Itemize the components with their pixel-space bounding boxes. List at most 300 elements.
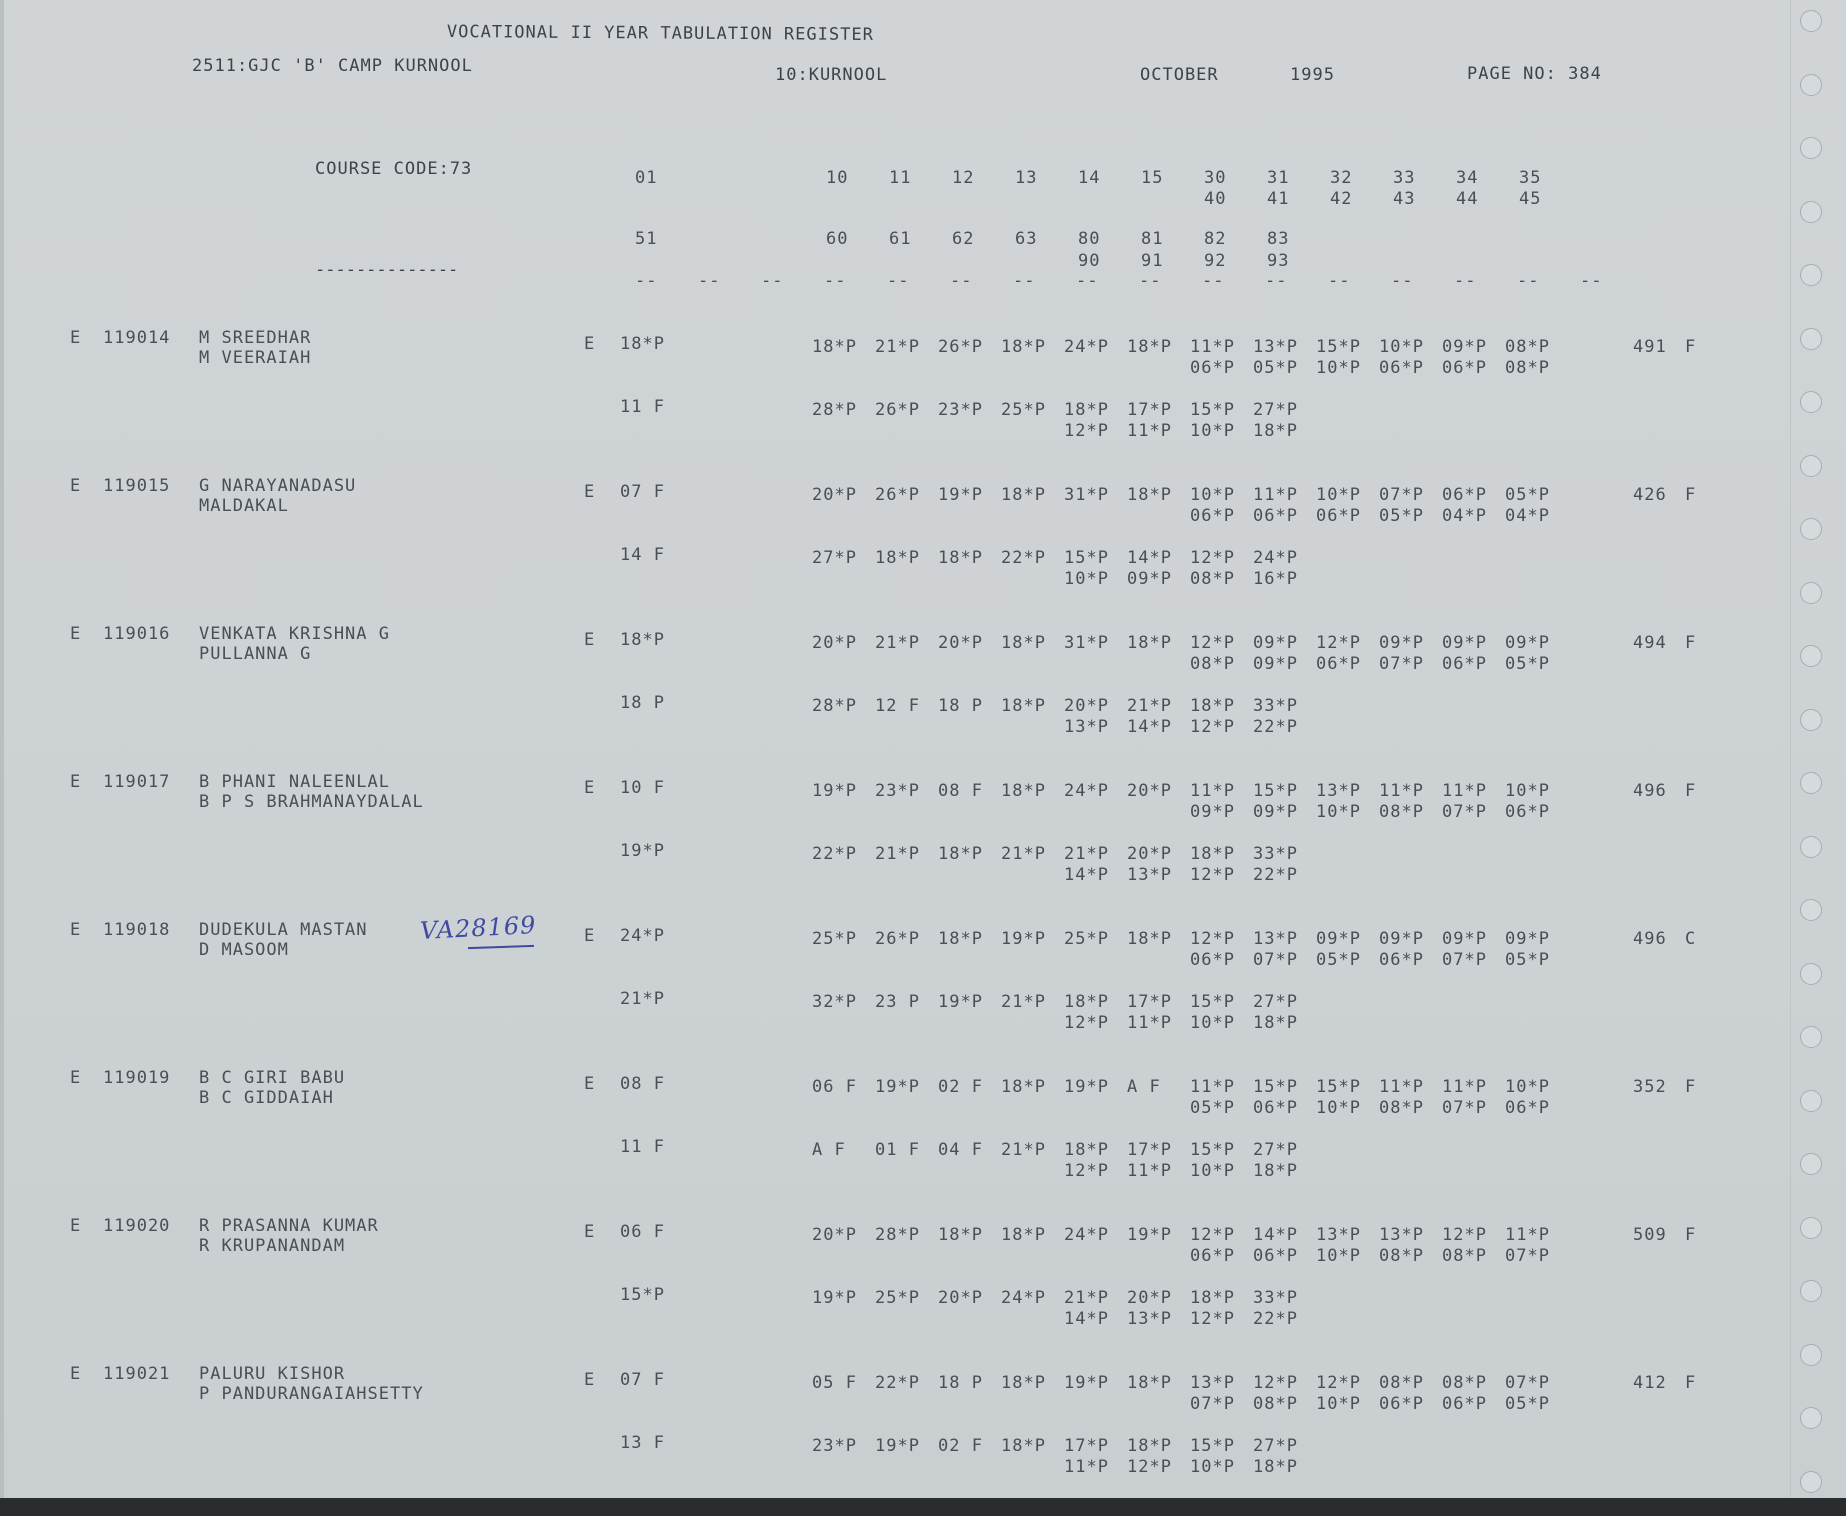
hall-ticket-number: 119015 <box>103 476 171 496</box>
grade-cell: 18 P <box>938 1373 983 1393</box>
grade-cell: 23*P <box>812 1436 857 1456</box>
course-code-underline: -------------- <box>315 260 459 280</box>
medium: E <box>584 778 596 798</box>
grade-cell: 07*P <box>1253 950 1298 970</box>
grade-cell: 12*P <box>1190 1225 1235 1245</box>
grade-cell: 19*P <box>812 781 857 801</box>
total-marks: 494 <box>1633 633 1667 653</box>
grade-cell: 18*P <box>1001 696 1046 716</box>
grade-cell: 09*P <box>1442 337 1487 357</box>
second-subject-mark: 15*P <box>620 1285 665 1305</box>
grade-cell: 32*P <box>812 992 857 1012</box>
grade-cell: 23*P <box>875 781 920 801</box>
grade-cell: 11*P <box>1253 485 1298 505</box>
grade-cell: 11*P <box>1127 1013 1172 1033</box>
grade-cell: 06*P <box>1505 1098 1550 1118</box>
grade-cell: 06*P <box>1253 506 1298 526</box>
grade-cell: 21*P <box>1127 696 1172 716</box>
feed-hole <box>1800 201 1822 223</box>
column-dash: -- <box>887 271 910 291</box>
grade-cell: 13*P <box>1253 929 1298 949</box>
grade-cell: 18*P <box>1001 1225 1046 1245</box>
grade-cell: 07*P <box>1190 1394 1235 1414</box>
grade-cell: 13*P <box>1064 717 1109 737</box>
grade-cell: A F <box>812 1140 846 1160</box>
feed-hole <box>1800 74 1822 96</box>
grade-cell: 09*P <box>1190 802 1235 822</box>
column-dash: -- <box>761 271 784 291</box>
grade-cell: 05*P <box>1379 506 1424 526</box>
column-dash: -- <box>824 271 847 291</box>
grade-cell: 20*P <box>938 633 983 653</box>
grade-cell: 10*P <box>1316 802 1361 822</box>
exam-type: E <box>70 624 82 644</box>
grade-cell: 15*P <box>1316 1077 1361 1097</box>
grade-cell: 18*P <box>1064 1140 1109 1160</box>
grade-cell: 20*P <box>1127 781 1172 801</box>
grade-cell: 10*P <box>1190 421 1235 441</box>
column-dash: -- <box>1139 271 1162 291</box>
total-marks: 352 <box>1633 1077 1667 1097</box>
grade-cell: 06*P <box>1316 654 1361 674</box>
grade-cell: 08 F <box>938 781 983 801</box>
grade-cell: 14*P <box>1064 1309 1109 1329</box>
grade-cell: 10*P <box>1190 485 1235 505</box>
grade-cell: 09*P <box>1253 802 1298 822</box>
grade-cell: 18*P <box>1127 1436 1172 1456</box>
grade-cell: 05*P <box>1505 1394 1550 1414</box>
subject-code: 13 <box>1015 168 1038 188</box>
grade-cell: 13*P <box>1379 1225 1424 1245</box>
grade-cell: 04*P <box>1505 506 1550 526</box>
grade-cell: 31*P <box>1064 485 1109 505</box>
subject-code: 12 <box>952 168 975 188</box>
grade-cell: 08*P <box>1379 1246 1424 1266</box>
grade-cell: 18*P <box>1127 929 1172 949</box>
father-name: R KRUPANANDAM <box>199 1236 346 1256</box>
grade-cell: 15*P <box>1253 1077 1298 1097</box>
grade-cell: 27*P <box>1253 1436 1298 1456</box>
column-dash: -- <box>1076 271 1099 291</box>
result-code: F <box>1685 633 1697 653</box>
grade-cell: 12*P <box>1253 1373 1298 1393</box>
register-title: VOCATIONAL II YEAR TABULATION REGISTER <box>446 22 874 45</box>
hall-ticket-number: 119018 <box>103 920 171 940</box>
grade-cell: 10*P <box>1190 1161 1235 1181</box>
grade-cell: 33*P <box>1253 1288 1298 1308</box>
column-dash: -- <box>1454 271 1477 291</box>
second-subject-mark: 21*P <box>620 989 665 1009</box>
grade-cell: 06*P <box>1253 1098 1298 1118</box>
total-marks: 426 <box>1633 485 1667 505</box>
father-name: M VEERAIAH <box>199 348 312 368</box>
grade-cell: 10*P <box>1316 1098 1361 1118</box>
grade-cell: 13*P <box>1253 337 1298 357</box>
grade-cell: 18*P <box>1190 844 1235 864</box>
exam-type: E <box>70 1068 82 1088</box>
subject-code: 81 <box>1141 229 1164 249</box>
first-subject-mark: 07 F <box>620 482 665 502</box>
grade-cell: 18*P <box>1190 1288 1235 1308</box>
grade-cell: 14*P <box>1127 717 1172 737</box>
father-name: D MASOOM <box>199 940 289 960</box>
feed-hole <box>1800 836 1822 858</box>
grade-cell: 11*P <box>1127 1161 1172 1181</box>
feed-hole <box>1800 1090 1822 1112</box>
grade-cell: 11*P <box>1379 1077 1424 1097</box>
grade-cell: 12*P <box>1064 1161 1109 1181</box>
grade-cell: 09*P <box>1505 633 1550 653</box>
student-name: M SREEDHAR <box>199 328 312 348</box>
course-code: COURSE CODE:73 <box>315 159 473 179</box>
hall-ticket-number: 119020 <box>103 1216 171 1236</box>
grade-cell: 06 F <box>812 1077 857 1097</box>
grade-cell: 06*P <box>1442 358 1487 378</box>
grade-cell: 11*P <box>1379 781 1424 801</box>
grade-cell: 12*P <box>1190 633 1235 653</box>
grade-cell: 27*P <box>1253 992 1298 1012</box>
father-name: B C GIDDAIAH <box>199 1088 334 1108</box>
grade-cell: 17*P <box>1127 1140 1172 1160</box>
feed-hole <box>1800 1344 1822 1366</box>
grade-cell: 18*P <box>1001 633 1046 653</box>
exam-type: E <box>70 476 82 496</box>
grade-cell: 11*P <box>1064 1457 1109 1477</box>
hall-ticket-number: 119014 <box>103 328 171 348</box>
grade-cell: 08*P <box>1253 1394 1298 1414</box>
column-dash: -- <box>1517 271 1540 291</box>
grade-cell: 21*P <box>1064 844 1109 864</box>
grade-cell: 16*P <box>1253 569 1298 589</box>
grade-cell: 22*P <box>812 844 857 864</box>
subject-code: 01 <box>635 168 658 188</box>
grade-cell: 11*P <box>1127 421 1172 441</box>
feed-hole <box>1800 963 1822 985</box>
grade-cell: 10*P <box>1505 1077 1550 1097</box>
grade-cell: 08*P <box>1505 358 1550 378</box>
grade-cell: 06*P <box>1190 506 1235 526</box>
grade-cell: 09*P <box>1253 654 1298 674</box>
student-name: R PRASANNA KUMAR <box>199 1216 379 1236</box>
feed-hole <box>1800 582 1822 604</box>
perforation-line <box>1790 0 1791 1498</box>
grade-cell: 06*P <box>1253 1246 1298 1266</box>
grade-cell: 07*P <box>1505 1373 1550 1393</box>
exam-month: OCTOBER <box>1140 65 1219 85</box>
hall-ticket-number: 119019 <box>103 1068 171 1088</box>
grade-cell: 18*P <box>1253 1013 1298 1033</box>
grade-cell: 21*P <box>1064 1288 1109 1308</box>
grade-cell: 19*P <box>812 1288 857 1308</box>
grade-cell: 19*P <box>1127 1225 1172 1245</box>
grade-cell: 08*P <box>1505 337 1550 357</box>
grade-cell: 08*P <box>1379 1373 1424 1393</box>
grade-cell: 15*P <box>1064 548 1109 568</box>
page-number: PAGE NO: 384 <box>1467 64 1602 84</box>
hall-ticket-number: 119016 <box>103 624 171 644</box>
feed-hole <box>1800 1407 1822 1429</box>
subject-code: 45 <box>1519 189 1542 209</box>
grade-cell: 11*P <box>1190 1077 1235 1097</box>
column-dash: -- <box>1391 271 1414 291</box>
grade-cell: 12*P <box>1190 548 1235 568</box>
second-subject-mark: 11 F <box>620 397 665 417</box>
grade-cell: 12*P <box>1190 929 1235 949</box>
subject-code: 63 <box>1015 229 1038 249</box>
grade-cell: 10*P <box>1316 1394 1361 1414</box>
subject-code: 43 <box>1393 189 1416 209</box>
subject-code: 92 <box>1204 251 1227 271</box>
subject-code: 93 <box>1267 251 1290 271</box>
grade-cell: 05 F <box>812 1373 857 1393</box>
grade-cell: 15*P <box>1190 992 1235 1012</box>
first-subject-mark: 06 F <box>620 1222 665 1242</box>
grade-cell: 18*P <box>1190 696 1235 716</box>
subject-code: 62 <box>952 229 975 249</box>
grade-cell: 10*P <box>1505 781 1550 801</box>
handwritten-note: VA28169 <box>419 910 538 946</box>
father-name: PULLANNA G <box>199 644 312 664</box>
grade-cell: 27*P <box>812 548 857 568</box>
grade-cell: 24*P <box>1064 1225 1109 1245</box>
grade-cell: 09*P <box>1505 929 1550 949</box>
first-subject-mark: 24*P <box>620 926 665 946</box>
first-subject-mark: 08 F <box>620 1074 665 1094</box>
feed-hole <box>1800 709 1822 731</box>
grade-cell: 18*P <box>938 548 983 568</box>
second-subject-mark: 13 F <box>620 1433 665 1453</box>
feed-hole <box>1800 137 1822 159</box>
father-name: B P S BRAHMANAYDALAL <box>199 792 424 812</box>
grade-cell: 14*P <box>1253 1225 1298 1245</box>
grade-cell: 24*P <box>1064 781 1109 801</box>
grade-cell: 02 F <box>938 1436 983 1456</box>
feed-hole <box>1800 10 1822 32</box>
grade-cell: 18*P <box>938 929 983 949</box>
grade-cell: 18*P <box>1127 337 1172 357</box>
grade-cell: 13*P <box>1316 1225 1361 1245</box>
subject-code: 33 <box>1393 168 1416 188</box>
medium: E <box>584 1370 596 1390</box>
grade-cell: 05*P <box>1253 358 1298 378</box>
grade-cell: 28*P <box>812 400 857 420</box>
exam-type: E <box>70 328 82 348</box>
grade-cell: 12*P <box>1442 1225 1487 1245</box>
grade-cell: 05*P <box>1505 485 1550 505</box>
first-subject-mark: 10 F <box>620 778 665 798</box>
grade-cell: 18*P <box>1001 781 1046 801</box>
grade-cell: 18*P <box>1253 1457 1298 1477</box>
grade-cell: 06*P <box>1379 950 1424 970</box>
grade-cell: 18*P <box>1253 1161 1298 1181</box>
grade-cell: 20*P <box>812 485 857 505</box>
father-name: MALDAKAL <box>199 496 289 516</box>
subject-code: 32 <box>1330 168 1353 188</box>
grade-cell: 20*P <box>812 1225 857 1245</box>
grade-cell: 08*P <box>1379 1098 1424 1118</box>
student-name: B PHANI NALEENLAL <box>199 772 390 792</box>
grade-cell: 20*P <box>938 1288 983 1308</box>
subject-code: 42 <box>1330 189 1353 209</box>
grade-cell: 24*P <box>1253 548 1298 568</box>
student-name: B C GIRI BABU <box>199 1068 346 1088</box>
grade-cell: 28*P <box>875 1225 920 1245</box>
grade-cell: 19*P <box>1001 929 1046 949</box>
grade-cell: 18*P <box>1064 400 1109 420</box>
total-marks: 496 <box>1633 929 1667 949</box>
grade-cell: 06*P <box>1379 1394 1424 1414</box>
grade-cell: 25*P <box>875 1288 920 1308</box>
grade-cell: 21*P <box>875 844 920 864</box>
subject-code: 91 <box>1141 251 1164 271</box>
grade-cell: 09*P <box>1379 929 1424 949</box>
grade-cell: 22*P <box>1001 548 1046 568</box>
grade-cell: 26*P <box>938 337 983 357</box>
grade-cell: 13*P <box>1127 865 1172 885</box>
result-code: F <box>1685 1373 1697 1393</box>
grade-cell: 06*P <box>1442 485 1487 505</box>
subject-code: 10 <box>826 168 849 188</box>
grade-cell: 21*P <box>1001 992 1046 1012</box>
grade-cell: 26*P <box>875 485 920 505</box>
grade-cell: 18 P <box>938 696 983 716</box>
medium: E <box>584 630 596 650</box>
result-code: C <box>1685 929 1697 949</box>
grade-cell: 12*P <box>1316 1373 1361 1393</box>
grade-cell: 07*P <box>1442 950 1487 970</box>
grade-cell: 06*P <box>1442 1394 1487 1414</box>
grade-cell: 18*P <box>1001 485 1046 505</box>
column-dash: -- <box>1580 271 1603 291</box>
grade-cell: 18*P <box>875 548 920 568</box>
grade-cell: 10*P <box>1190 1457 1235 1477</box>
grade-cell: 12*P <box>1190 865 1235 885</box>
grade-cell: 18*P <box>1127 485 1172 505</box>
grade-cell: 06*P <box>1379 358 1424 378</box>
subject-code: 82 <box>1204 229 1227 249</box>
grade-cell: 04*P <box>1442 506 1487 526</box>
result-code: F <box>1685 1225 1697 1245</box>
exam-type: E <box>70 1216 82 1236</box>
grade-cell: 26*P <box>875 400 920 420</box>
grade-cell: 08*P <box>1379 802 1424 822</box>
subject-code: 15 <box>1141 168 1164 188</box>
grade-cell: 18*P <box>1001 1436 1046 1456</box>
grade-cell: 02 F <box>938 1077 983 1097</box>
grade-cell: 19*P <box>1064 1077 1109 1097</box>
feed-hole <box>1800 1280 1822 1302</box>
feed-hole <box>1800 328 1822 350</box>
result-code: F <box>1685 1077 1697 1097</box>
grade-cell: 06*P <box>1505 802 1550 822</box>
feed-hole <box>1800 772 1822 794</box>
total-marks: 491 <box>1633 337 1667 357</box>
grade-cell: 24*P <box>1064 337 1109 357</box>
student-name: VENKATA KRISHNA G <box>199 624 390 644</box>
column-dash: -- <box>1328 271 1351 291</box>
feed-hole <box>1800 645 1822 667</box>
grade-cell: 19*P <box>938 992 983 1012</box>
grade-cell: 06*P <box>1442 654 1487 674</box>
grade-cell: 12*P <box>1190 1309 1235 1329</box>
grade-cell: 15*P <box>1190 1140 1235 1160</box>
grade-cell: 13*P <box>1190 1373 1235 1393</box>
grade-cell: 18*P <box>938 844 983 864</box>
grade-cell: 06*P <box>1190 1246 1235 1266</box>
grade-cell: 18*P <box>938 1225 983 1245</box>
father-name: P PANDURANGAIAHSETTY <box>199 1384 424 1404</box>
student-name: PALURU KISHOR <box>199 1364 346 1384</box>
subject-code: 90 <box>1078 251 1101 271</box>
grade-cell: 27*P <box>1253 400 1298 420</box>
grade-cell: 05*P <box>1505 654 1550 674</box>
grade-cell: 26*P <box>875 929 920 949</box>
grade-cell: 10*P <box>1316 1246 1361 1266</box>
grade-cell: 12*P <box>1316 633 1361 653</box>
feed-hole <box>1800 1153 1822 1175</box>
grade-cell: 14*P <box>1127 548 1172 568</box>
grade-cell: 23 P <box>875 992 920 1012</box>
grade-cell: 17*P <box>1064 1436 1109 1456</box>
grade-cell: 12*P <box>1190 717 1235 737</box>
grade-cell: 12*P <box>1064 421 1109 441</box>
grade-cell: 12 F <box>875 696 920 716</box>
subject-code: 83 <box>1267 229 1290 249</box>
medium: E <box>584 1074 596 1094</box>
grade-cell: 01 F <box>875 1140 920 1160</box>
grade-cell: 04 F <box>938 1140 983 1160</box>
grade-cell: 08*P <box>1190 654 1235 674</box>
column-dash: -- <box>1202 271 1225 291</box>
subject-code: 31 <box>1267 168 1290 188</box>
subject-code: 80 <box>1078 229 1101 249</box>
result-code: F <box>1685 337 1697 357</box>
second-subject-mark: 18 P <box>620 693 665 713</box>
grade-cell: 07*P <box>1442 802 1487 822</box>
grade-cell: 33*P <box>1253 844 1298 864</box>
grade-cell: 11*P <box>1190 337 1235 357</box>
grade-cell: 15*P <box>1253 781 1298 801</box>
grade-cell: 19*P <box>938 485 983 505</box>
grade-cell: 08*P <box>1190 569 1235 589</box>
second-subject-mark: 11 F <box>620 1137 665 1157</box>
grade-cell: 19*P <box>1064 1373 1109 1393</box>
grade-cell: 33*P <box>1253 696 1298 716</box>
medium: E <box>584 334 596 354</box>
grade-cell: 18*P <box>1127 633 1172 653</box>
grade-cell: 09*P <box>1316 929 1361 949</box>
feed-hole <box>1800 264 1822 286</box>
grade-cell: 07*P <box>1442 1098 1487 1118</box>
grade-cell: 18*P <box>1001 1077 1046 1097</box>
first-subject-mark: 07 F <box>620 1370 665 1390</box>
subject-code: 60 <box>826 229 849 249</box>
subject-code: 35 <box>1519 168 1542 188</box>
grade-cell: 20*P <box>1127 1288 1172 1308</box>
grade-cell: 22*P <box>1253 717 1298 737</box>
grade-cell: 06*P <box>1316 506 1361 526</box>
total-marks: 496 <box>1633 781 1667 801</box>
grade-cell: 11*P <box>1442 1077 1487 1097</box>
subject-code: 34 <box>1456 168 1479 188</box>
grade-cell: 18*P <box>1064 992 1109 1012</box>
exam-type: E <box>70 1364 82 1384</box>
grade-cell: 15*P <box>1190 400 1235 420</box>
page-left-edge <box>0 0 4 1498</box>
grade-cell: 10*P <box>1064 569 1109 589</box>
grade-cell: 31*P <box>1064 633 1109 653</box>
first-subject-mark: 18*P <box>620 630 665 650</box>
